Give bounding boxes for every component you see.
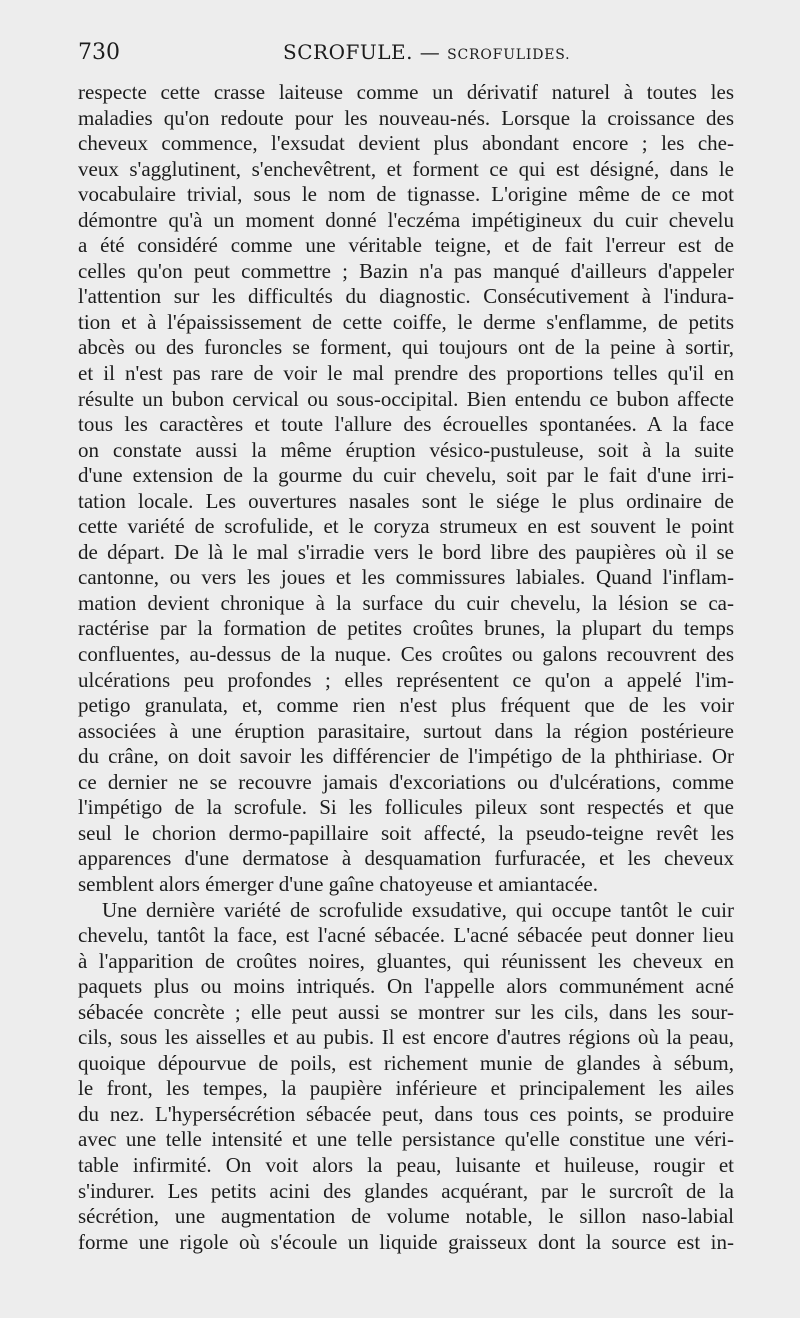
text-line: confluentes, au-dessus de la nuque. Ces croûtes ou galons recouvrent des (78, 642, 734, 667)
text-line: cantonne, ou vers les joues et les commissures labiales. Quand l'inflam- (78, 565, 734, 590)
text-line: résulte un bubon cervical ou sous-occipital. Bien entendu ce bubon affecte (78, 386, 734, 411)
text-line: forme une rigole où s'écoule un liquide graisseux dont la source est in- (78, 1229, 734, 1254)
text-line: abcès ou des furoncles se forment, qui toujours ont de la peine à sortir, (78, 335, 734, 360)
text-line: cils, sous les aisselles et au pubis. Il est encore d'autres régions où la peau, (78, 1025, 734, 1050)
text-line: a été considéré comme une véritable teigne, et de fait l'erreur est de (78, 233, 734, 258)
page-header (78, 40, 734, 72)
text-line: maladies qu'on redoute pour les nouveau-nés. Lorsque la croissance des (78, 105, 734, 130)
text-line: chevelu, tantôt la face, est l'acné sébacée. L'acné sébacée peut donner lieu (78, 923, 734, 948)
text-line: avec une telle intensité et une telle persistance qu'elle constitue une véri- (78, 1127, 734, 1152)
text-line: associées à une éruption parasitaire, surtout dans la région postérieure (78, 718, 734, 743)
text-line: l'attention sur les difficultés du diagnostic. Consécutivement à l'indura- (78, 284, 734, 309)
text-line: paquets plus ou moins intriqués. On l'appelle alors communément acné (78, 974, 734, 999)
text-line: à l'apparition de croûtes noires, gluantes, qui réunissent les cheveux en (78, 948, 734, 973)
text-line: Une dernière variété de scrofulide exsudative, qui occupe tantôt le cuir (102, 897, 734, 922)
text-line: sécrétion, une augmentation de volume notable, le sillon naso-labial (78, 1204, 734, 1229)
text-line: s'indurer. Les petits acini des glandes acquérant, par le surcroît de la (78, 1178, 734, 1203)
text-line: tous les caractères et toute l'allure des écrouelles spontanées. A la face (78, 412, 734, 437)
running-subtitle: SCROFULIDES. (447, 47, 571, 63)
text-line: petigo granulata, et, comme rien n'est plus fréquent que de les voir (78, 693, 734, 718)
text-line: tion et à l'épaississement de cette coiffe, le derme s'enflamme, de petits (78, 309, 734, 334)
text-line: cette variété de scrofulide, et le coryza strumeux en est souvent le point (78, 514, 734, 539)
text-line: semblent alors émerger d'une gaîne chatoyeuse et amiantacée. (78, 871, 598, 896)
text-line: quoique dépourvue de poils, est richement munie de glandes à sébum, (78, 1050, 734, 1075)
text-line: celles qu'on peut commettre ; Bazin n'a pas manqué d'ailleurs d'appeler (78, 258, 734, 283)
text-line: le front, les tempes, la paupière inférieure et principalement les ailes (78, 1076, 734, 1101)
running-title-main: SCROFULE. — (283, 40, 441, 64)
text-line: ractérise par la formation de petites croûtes brunes, la plupart du temps (78, 616, 734, 641)
text-line: du nez. L'hypersécrétion sébacée peut, dans tous ces points, se produire (78, 1101, 734, 1126)
text-line: du crâne, on doit savoir les différencier de l'impétigo de la phthiriase. Or (78, 744, 734, 769)
text-line: d'une extension de la gourme du cuir chevelu, soit par le fait d'une irri- (78, 463, 734, 488)
text-line: ulcérations peu profondes ; elles représentent ce qu'on a appelé l'im- (78, 667, 734, 692)
text-line: tation locale. Les ouvertures nasales sont le siége le plus ordinaire de (78, 488, 734, 513)
text-line: démontre qu'à un moment donné l'eczéma impétigineux du cuir chevelu (78, 207, 734, 232)
text-line: veux s'agglutinent, s'enchevêtrent, et forment ce qui est désigné, dans le (78, 156, 734, 181)
text-line: table infirmité. On voit alors la peau, luisante et huileuse, rougir et (78, 1152, 734, 1177)
text-line: vocabulaire trivial, sous le nom de tignasse. L'origine même de ce mot (78, 182, 734, 207)
text-line: mation devient chronique à la surface du cuir chevelu, la lésion se ca- (78, 590, 734, 615)
text-line: apparences d'une dermatose à desquamation furfuracée, et les cheveux (78, 846, 734, 871)
running-title (283, 40, 570, 64)
text-line: et il n'est pas rare de voir le mal prendre des proportions telles qu'il en (78, 361, 734, 386)
text-line: sébacée concrète ; elle peut aussi se montrer sur les cils, dans les sour- (78, 999, 734, 1024)
text-line: respecte cette crasse laiteuse comme un dérivatif naturel à toutes les (78, 80, 734, 104)
text-line: cheveux commence, l'exsudat devient plus abondant encore ; les che- (78, 131, 734, 156)
text-line: seul le chorion dermo-papillaire soit affecté, la pseudo-teigne revêt les (78, 820, 734, 845)
text-line: de départ. De là le mal s'irradie vers le bord libre des paupières où il se (78, 539, 734, 564)
text-line: l'impétigo de la scrofule. Si les follicules pileux sont respectés et que (78, 795, 734, 820)
text-line: ce dernier ne se recouvre jamais d'excoriations ou d'ulcérations, comme (78, 769, 734, 794)
page-number: 730 (78, 40, 120, 65)
text-line: on constate aussi la même éruption vésico-pustuleuse, soit à la suite (78, 437, 734, 462)
body-text (78, 80, 734, 1255)
